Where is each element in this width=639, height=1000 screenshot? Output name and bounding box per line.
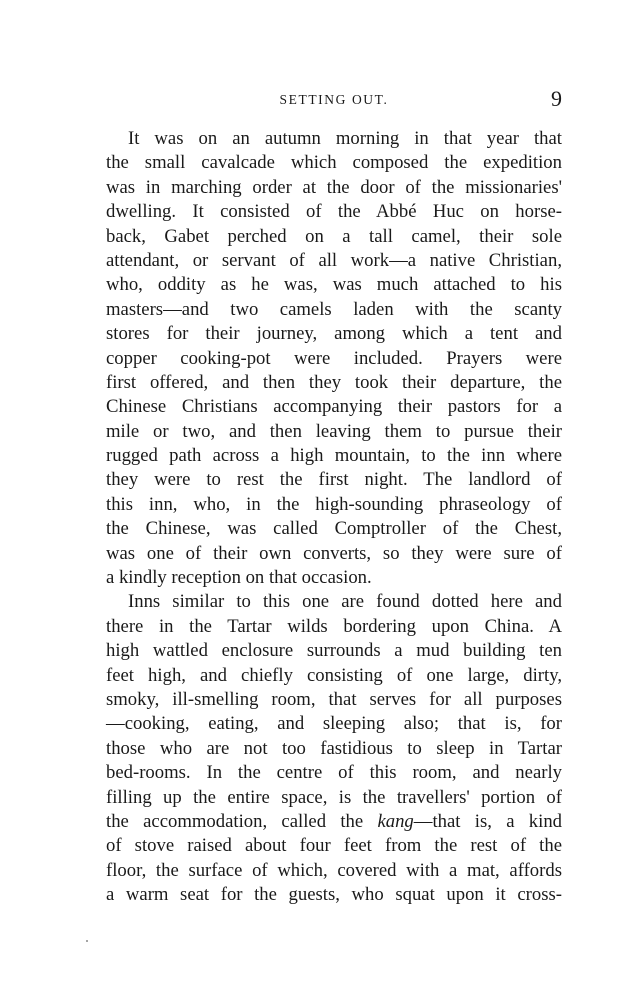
kang-term: kang xyxy=(377,810,414,832)
text-line: first offered, and then they took their departure, the xyxy=(106,371,562,393)
text-line: feet high, and chiefly consisting of one large, dirty, xyxy=(106,664,562,686)
print-speck xyxy=(86,940,88,942)
text-line: there in the Tartar wilds bordering upon China. A xyxy=(106,615,562,637)
text-line-kang-head: the accommodation, called the xyxy=(106,810,364,832)
text-line: mile or two, and then leaving them to pursue their xyxy=(106,420,562,442)
text-line: this inn, who, in the high-sounding phraseology of xyxy=(106,493,562,515)
text-line: Chinese Christians accompanying their pastors for a xyxy=(106,396,562,418)
text-line-kang xyxy=(106,810,562,834)
text-line: masters—and two camels laden with the scanty xyxy=(106,298,562,320)
text-line: rugged path across a high mountain, to the inn where xyxy=(106,445,562,467)
text-line: of stove raised about four feet from the rest of the xyxy=(106,835,562,857)
text-line: dwelling. It consisted of the Abbé Huc on horse- xyxy=(106,201,562,223)
text-line: the Chinese, was called Comptroller of the Chest, xyxy=(106,518,562,540)
text-line: a kindly reception on that occasion. xyxy=(106,567,372,589)
text-line: filling up the entire space, is the travellers' portion of xyxy=(106,786,562,808)
text-line: who, oddity as he was, was much attached to his xyxy=(106,274,562,296)
page-number: 9 xyxy=(551,86,562,111)
text-line: It was on an autumn morning in that year that xyxy=(128,128,562,149)
text-line: —cooking, eating, and sleeping also; that is, for xyxy=(106,713,562,735)
text-line: attendant, or servant of all work—a native Christian, xyxy=(106,249,562,271)
text-line: a warm seat for the guests, who squat upon it cross- xyxy=(106,884,562,906)
text-line: was one of their own converts, so they were sure of xyxy=(106,542,562,564)
text-line: high wattled enclosure surrounds a mud building ten xyxy=(106,640,562,662)
text-line: the small cavalcade which composed the expedition xyxy=(106,152,562,174)
text-line: smoky, ill-smelling room, that serves for all purposes xyxy=(106,688,562,710)
text-line-kang-tail: —that is, a kind xyxy=(413,810,563,832)
text-line: back, Gabet perched on a tall camel, their sole xyxy=(106,225,562,247)
body-text xyxy=(106,127,562,908)
text-line: those who are not too fastidious to sleep in Tartar xyxy=(106,737,562,759)
running-head xyxy=(106,86,562,116)
text-line: was in marching order at the door of the missionaries' xyxy=(106,176,562,198)
text-line: stores for their journey, among which a tent and xyxy=(106,323,562,345)
text-line: Inns similar to this one are found dotted here and xyxy=(128,591,562,613)
text-line: they were to rest the first night. The landlord of xyxy=(106,469,562,491)
text-line: bed-rooms. In the centre of this room, and nearly xyxy=(106,762,562,784)
text-line: copper cooking-pot were included. Prayers were xyxy=(106,347,562,369)
running-title: SETTING OUT. xyxy=(279,92,389,107)
text-line: floor, the surface of which, covered with a mat, affords xyxy=(106,859,562,881)
